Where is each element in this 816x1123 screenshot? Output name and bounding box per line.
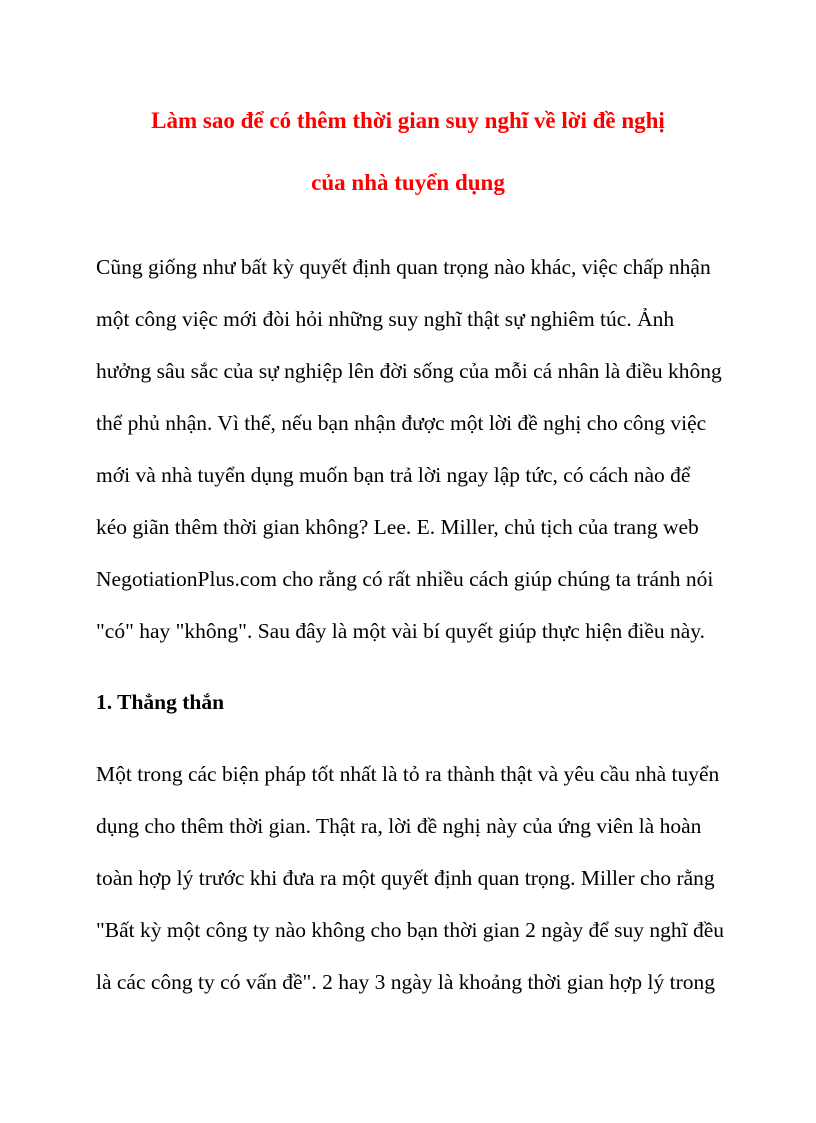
section-1-line-1: Một trong các biện pháp tốt nhất là tỏ ra thành thật và yêu cầu nhà tuyển xyxy=(96,762,720,786)
section-1-line-3: toàn hợp lý trước khi đưa ra một quyết định quan trọng. Miller cho rằng xyxy=(96,866,715,890)
paragraph-1-line-8: "có" hay "không". Sau đây là một vài bí quyết giúp thực hiện điều này. xyxy=(96,619,706,643)
section-1-line-4: "Bất kỳ một công ty nào không cho bạn thời gian 2 ngày để suy nghĩ đều xyxy=(96,918,725,942)
section-1-line-2: dụng cho thêm thời gian. Thật ra, lời đề nghị này của ứng viên là hoàn xyxy=(96,814,702,838)
paragraph-1-line-7: NegotiationPlus.com cho rằng có rất nhiều cách giúp chúng ta tránh nói xyxy=(96,567,714,591)
paragraph-1-line-1: Cũng giống như bất kỳ quyết định quan trọng nào khác, việc chấp nhận xyxy=(96,255,711,279)
paragraph-1-line-5: mới và nhà tuyển dụng muốn bạn trả lời ngay lập tức, có cách nào để xyxy=(96,463,691,487)
paragraph-1-line-6: kéo giãn thêm thời gian không? Lee. E. Miller, chủ tịch của trang web xyxy=(96,515,699,539)
paragraph-1-line-3: hưởng sâu sắc của sự nghiệp lên đời sống của mỗi cá nhân là điều không xyxy=(96,359,722,383)
document-title-line-1: Làm sao để có thêm thời gian suy nghĩ về lời đề nghị xyxy=(151,108,665,133)
section-1-heading: 1. Thẳng thắn xyxy=(96,690,225,714)
paragraph-1-line-2: một công việc mới đòi hỏi những suy nghĩ thật sự nghiêm túc. Ảnh xyxy=(96,307,675,331)
paragraph-1-line-4: thể phủ nhận. Vì thế, nếu bạn nhận được một lời đề nghị cho công việc xyxy=(96,411,707,435)
document-title-line-2: của nhà tuyển dụng xyxy=(311,170,505,195)
section-1-line-5: là các công ty có vấn đề". 2 hay 3 ngày là khoảng thời gian hợp lý trong xyxy=(96,970,716,994)
